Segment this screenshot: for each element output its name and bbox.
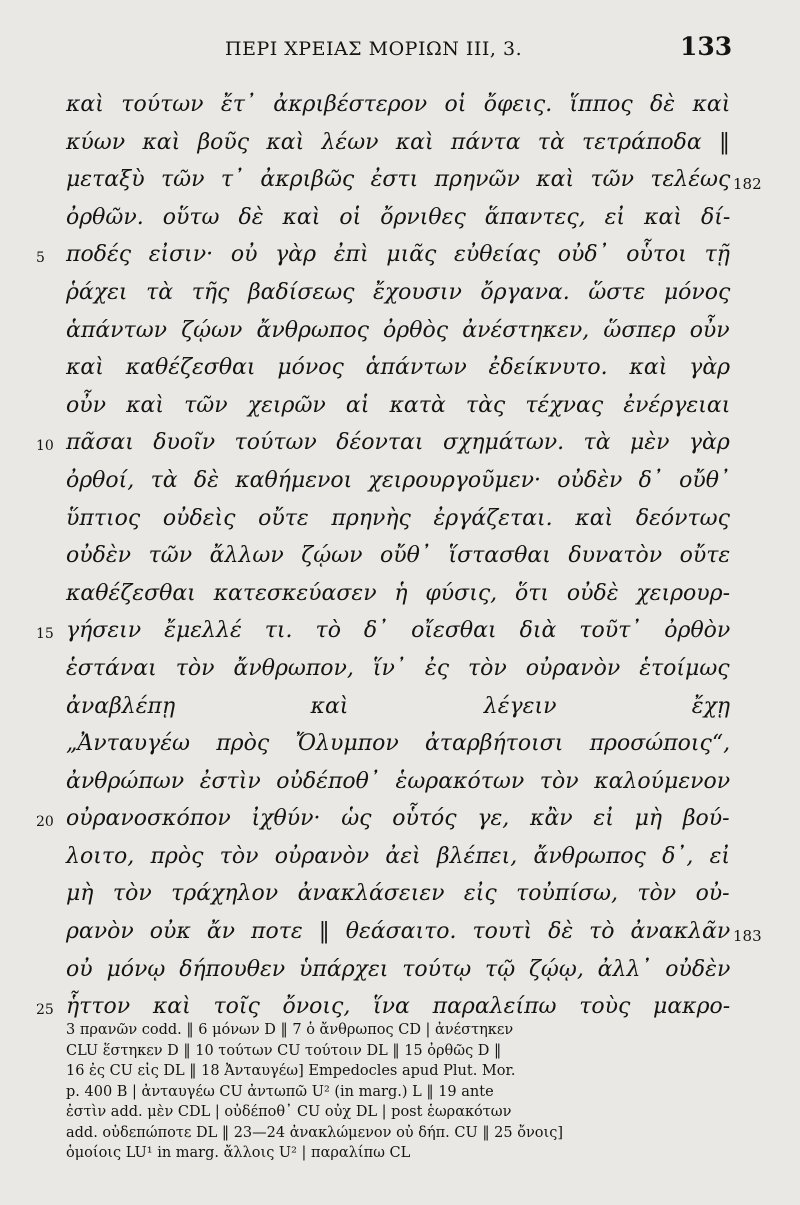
text-line (0, 502, 800, 540)
text-line (0, 840, 800, 878)
text-line (0, 802, 800, 840)
line-text: μὴ τὸν τράχηλον ἀνακλάσειεν εἰς τοὐπίσω, τὸν οὐ- (66, 881, 730, 907)
line-text: ἑστάναι τὸν ἄνθρωπον, ἵν᾽ ἐς τὸν οὐρανὸν ἑτοίμως (66, 655, 730, 681)
text-line (0, 163, 800, 201)
text-line (0, 614, 800, 652)
line-text: καὶ καθέζεσθαι μόνος ἁπάντων ἐδείκνυτο. καὶ γὰρ (66, 355, 731, 381)
running-title: ΠΕΡΙ ΧΡΕΙΑΣ ΜΟΡΙΩΝ ΙΙΙ, 3. (225, 38, 523, 60)
text-line (0, 314, 800, 352)
line-number: 5 (36, 250, 45, 267)
text-line (0, 201, 800, 239)
text-line (0, 539, 800, 577)
text-line (0, 877, 800, 915)
line-text: ἧττον καὶ τοῖς ὄνοις, ἵνα παραλείπω τοὺς μακρο- (66, 994, 731, 1020)
line-text: ἀνθρώπων ἐστὶν οὐδέποθ᾽ ἑωρακότων τὸν καλούμενον (66, 768, 731, 794)
apparatus-line: CLU ἕστηκεν D ‖ 10 τούτων CU τούτοιν DL ‖ 15 ὀρθῶς D ‖ (66, 1042, 502, 1059)
page-number: 133 (680, 32, 733, 61)
line-text: ὀρθοί, τὰ δὲ καθήμενοι χειρουργοῦμεν· οὐδὲν δ᾽ οὔθ᾽ (66, 467, 731, 493)
line-text: κύων καὶ βοῦς καὶ λέων καὶ πάντα τὰ τετράποδα ‖ (66, 129, 730, 155)
text-line (0, 126, 800, 164)
apparatus-line: ὁμοίοις LU¹ in marg. ἄλλοις U² | παραλίπω CL (66, 1145, 411, 1161)
line-number: 25 (36, 1002, 54, 1019)
text-line (0, 765, 800, 803)
line-text: ποδές εἰσιν· οὐ γὰρ ἐπὶ μιᾶς εὐθείας οὐδ᾽ οὗτοι τῇ (66, 242, 730, 268)
text-line (0, 652, 800, 690)
text-line (0, 727, 800, 765)
text-line (0, 351, 800, 389)
margin-page-reference: 183 (733, 927, 762, 946)
line-text: μεταξὺ τῶν τ᾽ ἀκριβῶς ἐστι πρηνῶν καὶ τῶν τελέως (66, 167, 731, 193)
line-text: οὐρανοσκόπον ἰχθύν· ὡς οὗτός γε, κἂν εἰ μὴ βού- (66, 806, 730, 832)
apparatus-line: p. 400 B | ἀνταυγέω CU ἀντωπῶ U² (in marg.) L ‖ 19 ante (66, 1083, 494, 1100)
line-text: καθέζεσθαι κατεσκεύασεν ἡ φύσις, ὅτι οὐδὲ χειρουρ- (66, 580, 731, 606)
line-text: οὐ μόνῳ δήπουθεν ὑπάρχει τούτῳ τῷ ζῴῳ, ἀλλ᾽ οὐδὲν (66, 956, 731, 982)
apparatus-line: add. οὐδεπώποτε DL ‖ 23—24 ἀνακλώμενον οὐ δήπ. CU ‖ 25 ὄνοις] (66, 1124, 563, 1141)
line-text: ὀρθῶν. οὕτω δὲ καὶ οἱ ὄρνιθες ἅπαντες, εἰ καὶ δί- (66, 204, 731, 230)
line-text: ρανὸν οὐκ ἄν ποτε ‖ θεάσαιτο. τουτὶ δὲ τὸ ἀνακλᾶν (66, 919, 731, 945)
apparatus-line: 3 πρανῶν codd. ‖ 6 μόνων D ‖ 7 ὁ ἄνθρωπος CD | ἀνέστηκεν (66, 1022, 514, 1038)
text-line (0, 276, 800, 314)
text-line (0, 426, 800, 464)
line-text: „Ἀνταυγέω πρὸς Ὄλυμπον ἀταρβήτοισι προσώποις“, (66, 731, 731, 757)
line-number: 15 (36, 626, 54, 643)
line-number: 20 (36, 814, 54, 831)
page-header (0, 30, 800, 70)
apparatus-line: ἐστὶν add. μὲν CDL | οὐδέποθ᾽ CU οὐχ DL | post ἑωρακότων (66, 1104, 512, 1120)
text-line (0, 915, 800, 953)
line-text: πᾶσαι δυοῖν τούτων δέονται σχημάτων. τὰ μὲν γὰρ (66, 430, 730, 456)
critical-apparatus (66, 1020, 736, 1164)
text-line (0, 389, 800, 427)
line-number: 10 (36, 438, 54, 455)
text-line (0, 238, 800, 276)
line-text: ἁπάντων ζῴων ἄνθρωπος ὀρθὸς ἀνέστηκεν, ὥσπερ οὖν (66, 317, 730, 343)
text-line (0, 953, 800, 991)
text-line (0, 690, 800, 728)
text-line (0, 577, 800, 615)
line-text: ὕπτιος οὐδεὶς οὔτε πρηνὴς ἐργάζεται. καὶ δεόντως (66, 505, 730, 531)
main-text (0, 88, 800, 1028)
line-text: καὶ τούτων ἔτ᾽ ἀκριβέστερον οἱ ὄφεις. ἵππος δὲ καὶ (66, 92, 731, 117)
text-line (0, 88, 800, 126)
margin-page-reference: 182 (733, 175, 762, 194)
line-text: ῥάχει τὰ τῆς βαδίσεως ἔχουσιν ὄργανα. ὥστε μόνος (66, 279, 731, 305)
line-text: ἀναβλέπῃ καὶ λέγειν ἔχῃ (66, 693, 731, 719)
text-line (0, 464, 800, 502)
line-text: γήσειν ἔμελλέ τι. τὸ δ᾽ οἴεσθαι διὰ τοῦτ᾽ ὀρθὸν (66, 618, 731, 644)
line-text: λοιτο, πρὸς τὸν οὐρανὸν ἀεὶ βλέπει, ἄνθρωπος δ᾽, εἰ (66, 843, 731, 869)
line-text: οὖν καὶ τῶν χειρῶν αἱ κατὰ τὰς τέχνας ἐνέργειαι (66, 392, 731, 418)
line-text: οὐδὲν τῶν ἄλλων ζῴων οὔθ᾽ ἵστασθαι δυνατὸν οὔτε (66, 543, 731, 569)
apparatus-line: 16 ἐς CU εἰς DL ‖ 18 Ἀνταυγέω] Empedocles apud Plut. Mor. (66, 1063, 516, 1079)
